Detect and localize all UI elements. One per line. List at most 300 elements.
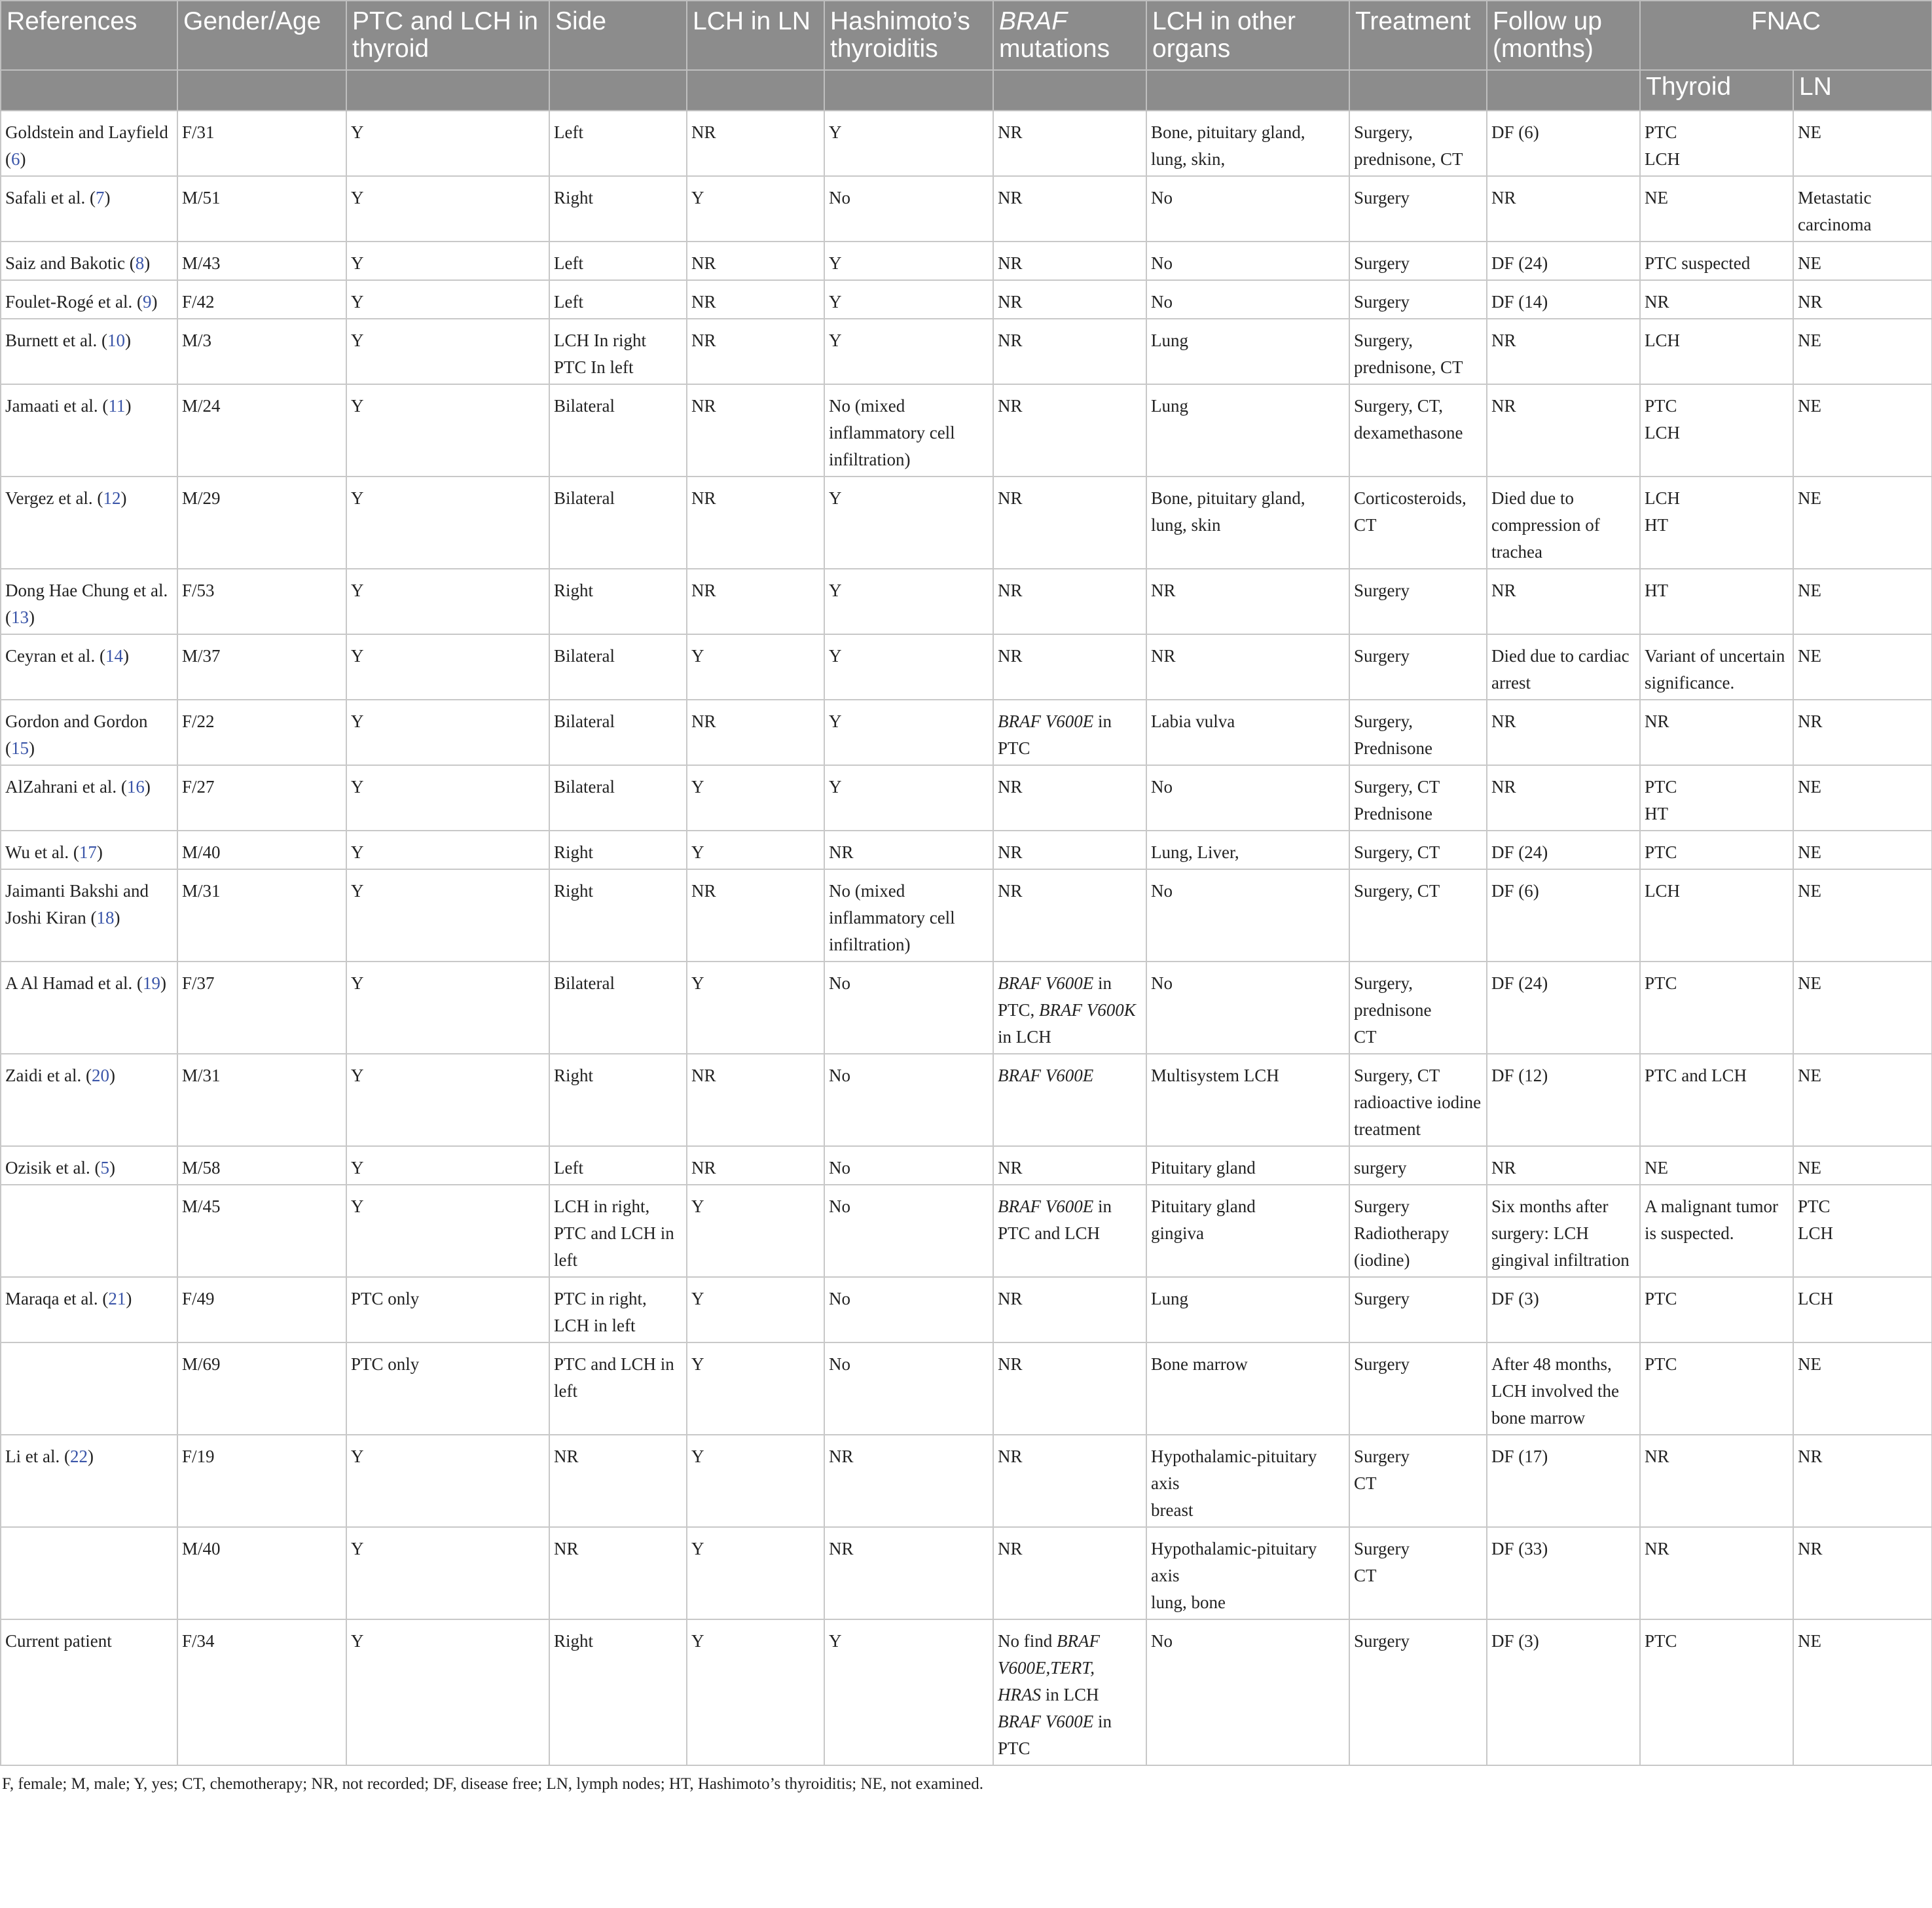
cell-braf bbox=[993, 1342, 1146, 1435]
reference-text: Ceyran et al. ( bbox=[5, 646, 105, 666]
cell-ptc-lch-thyroid bbox=[346, 280, 549, 319]
cell-follow-up bbox=[1487, 280, 1640, 319]
reference-text: Li et al. ( bbox=[5, 1447, 70, 1466]
citation-link[interactable]: 14 bbox=[105, 646, 123, 666]
cell-line: NR bbox=[1491, 1158, 1516, 1178]
cell-fnac-thyroid bbox=[1640, 1435, 1793, 1527]
cell-line: No bbox=[829, 1197, 850, 1216]
table-row bbox=[1, 1185, 1932, 1277]
cell-treatment bbox=[1349, 634, 1487, 700]
cell-lch-other-organs bbox=[1146, 1185, 1349, 1277]
cell-line: NR bbox=[998, 646, 1023, 666]
cell-lch-in-ln bbox=[687, 962, 824, 1054]
cell-line: No (mixed inflammatory cell infiltration) bbox=[829, 881, 955, 954]
table-row bbox=[1, 477, 1932, 569]
cell-line: PTC bbox=[1645, 1354, 1677, 1374]
cell-line: PTC bbox=[1645, 396, 1677, 416]
cell-line: Y bbox=[829, 488, 842, 508]
cell-line: Radiotherapy (iodine) bbox=[1354, 1223, 1449, 1270]
cell-line: Surgery bbox=[1354, 581, 1410, 600]
cell-hashimoto bbox=[824, 319, 993, 384]
cell-follow-up bbox=[1487, 1146, 1640, 1185]
cell-fnac-thyroid bbox=[1640, 242, 1793, 280]
cell-ptc-lch-thyroid bbox=[346, 1185, 549, 1277]
table-row bbox=[1, 569, 1932, 634]
cell-side bbox=[549, 869, 687, 962]
cell-follow-up bbox=[1487, 477, 1640, 569]
cell-fnac-thyroid bbox=[1640, 111, 1793, 176]
cell-line: LCH bbox=[1645, 423, 1680, 442]
cell-line: NE bbox=[1798, 973, 1821, 993]
cell-lch-in-ln bbox=[687, 1146, 824, 1185]
cell-line: No bbox=[829, 1289, 850, 1308]
table-row bbox=[1, 1619, 1932, 1765]
cell-line: NR bbox=[1151, 646, 1176, 666]
cell-line: M/3 bbox=[182, 331, 212, 350]
cell-lch-in-ln bbox=[687, 242, 824, 280]
table-row bbox=[1, 1527, 1932, 1619]
reference-text: Gordon and Gordon ( bbox=[5, 711, 148, 758]
cell-gender-age bbox=[177, 1619, 346, 1765]
cell-line: NR bbox=[998, 1354, 1023, 1374]
cell-line: NR bbox=[691, 122, 716, 142]
cell-lch-in-ln bbox=[687, 1054, 824, 1146]
cell-hashimoto bbox=[824, 700, 993, 765]
cell-fnac-thyroid bbox=[1640, 319, 1793, 384]
cell-line: DF (24) bbox=[1491, 973, 1548, 993]
reference-text: Zaidi et al. ( bbox=[5, 1066, 92, 1085]
cell-line: NR bbox=[554, 1447, 579, 1466]
cell-lch-other-organs bbox=[1146, 1619, 1349, 1765]
cell-side bbox=[549, 319, 687, 384]
cell-line: Left bbox=[554, 292, 583, 312]
cell-fnac-ln bbox=[1793, 1527, 1932, 1619]
cell-line: NR bbox=[1645, 292, 1669, 312]
cell-line: No bbox=[829, 973, 850, 993]
cell-treatment bbox=[1349, 1146, 1487, 1185]
cell-line: Surgery bbox=[1354, 1631, 1410, 1651]
reference-text: Maraqa et al. ( bbox=[5, 1289, 109, 1308]
cell-line: Surgery bbox=[1354, 1354, 1410, 1374]
cell-reference bbox=[1, 962, 177, 1054]
table-row bbox=[1, 1342, 1932, 1435]
cell-fnac-thyroid bbox=[1640, 280, 1793, 319]
cell-fnac-thyroid bbox=[1640, 1054, 1793, 1146]
cell-line: Surgery bbox=[1354, 292, 1410, 312]
citation-link[interactable]: 10 bbox=[107, 331, 125, 350]
subheader-empty bbox=[549, 70, 687, 111]
cell-line: Y bbox=[351, 292, 364, 312]
reference-text: Current patient bbox=[5, 1631, 112, 1651]
table-row bbox=[1, 280, 1932, 319]
cell-line: Bone, pituitary gland, lung, skin, bbox=[1151, 122, 1305, 169]
cell-line: Surgery, Prednisone bbox=[1354, 711, 1432, 758]
cell-hashimoto bbox=[824, 962, 993, 1054]
cell-fnac-ln bbox=[1793, 962, 1932, 1054]
table-row bbox=[1, 111, 1932, 176]
cell-line: NE bbox=[1798, 646, 1821, 666]
citation-link[interactable]: 8 bbox=[135, 253, 145, 273]
cell-gender-age bbox=[177, 319, 346, 384]
table-body bbox=[1, 111, 1932, 1765]
subheader-empty bbox=[1349, 70, 1487, 111]
header-braf-rest: mutations bbox=[999, 35, 1110, 63]
cell-line: NE bbox=[1798, 881, 1821, 901]
subheader-empty bbox=[1146, 70, 1349, 111]
cell-line: Y bbox=[351, 1631, 364, 1651]
cell-fnac-ln bbox=[1793, 1185, 1932, 1277]
cell-line: No bbox=[1151, 973, 1173, 993]
table-row bbox=[1, 242, 1932, 280]
reference-close: ) bbox=[160, 973, 166, 993]
cell-line: After 48 months, LCH involved the bone marrow bbox=[1491, 1354, 1619, 1428]
cell-reference bbox=[1, 634, 177, 700]
cell-lch-other-organs bbox=[1146, 1527, 1349, 1619]
cell-side bbox=[549, 477, 687, 569]
cell-line: Y bbox=[691, 842, 704, 862]
cell-line: PTC and LCH in left bbox=[554, 1354, 674, 1401]
cell-follow-up bbox=[1487, 962, 1640, 1054]
cell-line: A malignant tumor is suspected. bbox=[1645, 1197, 1778, 1243]
cell-braf bbox=[993, 176, 1146, 242]
cell-braf bbox=[993, 1527, 1146, 1619]
header-follow-up: Follow up (months) bbox=[1487, 1, 1640, 70]
citation-link[interactable]: 15 bbox=[11, 738, 29, 758]
cell-line: NR bbox=[1491, 188, 1516, 207]
cell-hashimoto bbox=[824, 869, 993, 962]
citation-link[interactable]: 11 bbox=[108, 396, 126, 416]
cell-lch-in-ln bbox=[687, 1527, 824, 1619]
cell-line: NE bbox=[1798, 488, 1821, 508]
cell-ptc-lch-thyroid bbox=[346, 765, 549, 831]
cell-lch-in-ln bbox=[687, 319, 824, 384]
braf-gene: BRAF V600E bbox=[998, 1066, 1094, 1085]
cell-fnac-thyroid bbox=[1640, 700, 1793, 765]
cell-line: Y bbox=[691, 188, 704, 207]
cell-follow-up bbox=[1487, 1435, 1640, 1527]
header-row bbox=[1, 1, 1932, 70]
header-braf bbox=[993, 1, 1146, 70]
cell-line: breast bbox=[1151, 1500, 1194, 1520]
cell-line: NR bbox=[1491, 581, 1516, 600]
cell-side bbox=[549, 1146, 687, 1185]
cell-ptc-lch-thyroid bbox=[346, 962, 549, 1054]
cell-line: F/37 bbox=[182, 973, 215, 993]
cell-line: Right bbox=[554, 1631, 594, 1651]
cell-fnac-ln bbox=[1793, 1342, 1932, 1435]
cell-line: DF (12) bbox=[1491, 1066, 1548, 1085]
cell-line: NR bbox=[998, 1447, 1023, 1466]
cell-line: Surgery bbox=[1354, 1447, 1410, 1466]
cell-line: LCH bbox=[1645, 149, 1680, 169]
reference-close: ) bbox=[126, 1289, 132, 1308]
cell-side bbox=[549, 242, 687, 280]
cell-line: NR bbox=[998, 122, 1023, 142]
cell-reference bbox=[1, 176, 177, 242]
cell-line: Surgery bbox=[1354, 188, 1410, 207]
citation-link[interactable]: 17 bbox=[79, 842, 97, 862]
citation-link[interactable]: 18 bbox=[96, 908, 115, 927]
cell-line: Y bbox=[829, 253, 842, 273]
cell-line: NR bbox=[691, 1066, 716, 1085]
cell-side bbox=[549, 1054, 687, 1146]
citation-link[interactable]: 21 bbox=[108, 1289, 126, 1308]
cell-hashimoto bbox=[824, 280, 993, 319]
cell-fnac-thyroid bbox=[1640, 765, 1793, 831]
citation-link[interactable]: 16 bbox=[126, 777, 145, 797]
cell-gender-age bbox=[177, 176, 346, 242]
cell-follow-up bbox=[1487, 869, 1640, 962]
cell-line: NR bbox=[998, 1289, 1023, 1308]
cell-reference bbox=[1, 1619, 177, 1765]
cell-line: CT bbox=[1354, 1566, 1377, 1585]
reference-close: ) bbox=[109, 1066, 115, 1085]
citation-link[interactable]: 13 bbox=[11, 607, 29, 627]
cell-line: M/69 bbox=[182, 1354, 221, 1374]
cell-line: Bilateral bbox=[554, 646, 615, 666]
cell-line: NE bbox=[1798, 1631, 1821, 1651]
cell-line: NR bbox=[829, 1539, 854, 1558]
cell-fnac-ln bbox=[1793, 700, 1932, 765]
cell-treatment bbox=[1349, 700, 1487, 765]
cell-fnac-thyroid bbox=[1640, 176, 1793, 242]
cell-fnac-ln bbox=[1793, 242, 1932, 280]
cell-ptc-lch-thyroid bbox=[346, 831, 549, 869]
cell-follow-up bbox=[1487, 1619, 1640, 1765]
cell-braf bbox=[993, 634, 1146, 700]
reference-text: Jamaati et al. ( bbox=[5, 396, 109, 416]
cell-line: M/31 bbox=[182, 1066, 221, 1085]
cell-reference bbox=[1, 1185, 177, 1277]
cell-treatment bbox=[1349, 242, 1487, 280]
cell-ptc-lch-thyroid bbox=[346, 634, 549, 700]
cell-treatment bbox=[1349, 280, 1487, 319]
cell-line: Lung bbox=[1151, 396, 1188, 416]
cell-hashimoto bbox=[824, 1185, 993, 1277]
cell-line: Bone marrow bbox=[1151, 1354, 1248, 1374]
cell-fnac-thyroid bbox=[1640, 384, 1793, 477]
cell-line: No bbox=[829, 1354, 850, 1374]
cell-line: Surgery, prednisone bbox=[1354, 973, 1432, 1020]
cell-line: NR bbox=[1798, 1447, 1823, 1466]
cell-lch-in-ln bbox=[687, 1277, 824, 1342]
cell-line: Y bbox=[351, 253, 364, 273]
cell-line: Surgery, CT, dexamethasone bbox=[1354, 396, 1463, 442]
cell-line: NR bbox=[1491, 711, 1516, 731]
cell-line: No bbox=[829, 188, 850, 207]
cell-line: Y bbox=[351, 1158, 364, 1178]
cell-line: Bilateral bbox=[554, 711, 615, 731]
cell-lch-other-organs bbox=[1146, 477, 1349, 569]
cell-ptc-lch-thyroid bbox=[346, 176, 549, 242]
reference-text: Foulet-Rogé et al. ( bbox=[5, 292, 143, 312]
cell-gender-age bbox=[177, 869, 346, 962]
cell-line: F/27 bbox=[182, 777, 215, 797]
cell-treatment bbox=[1349, 1277, 1487, 1342]
subheader-empty bbox=[346, 70, 549, 111]
cell-lch-other-organs bbox=[1146, 1435, 1349, 1527]
cell-line: No bbox=[1151, 188, 1173, 207]
cell-line: Y bbox=[351, 1066, 364, 1085]
cell-treatment bbox=[1349, 831, 1487, 869]
header-treatment: Treatment bbox=[1349, 1, 1487, 70]
subheader-empty bbox=[993, 70, 1146, 111]
cell-line: M/43 bbox=[182, 253, 221, 273]
cell-line: NR bbox=[998, 777, 1023, 797]
cell-line: NR bbox=[998, 253, 1023, 273]
cell-line: NE bbox=[1798, 122, 1821, 142]
table-row bbox=[1, 176, 1932, 242]
cell-ptc-lch-thyroid bbox=[346, 1527, 549, 1619]
cell-line: Right bbox=[554, 1066, 594, 1085]
reference-text: Jaimanti Bakshi and Joshi Kiran ( bbox=[5, 881, 149, 927]
cell-gender-age bbox=[177, 1342, 346, 1435]
cell-line: Died due to cardiac arrest bbox=[1491, 646, 1630, 693]
cell-hashimoto bbox=[824, 111, 993, 176]
cell-line: NE bbox=[1645, 1158, 1668, 1178]
cell-treatment bbox=[1349, 1054, 1487, 1146]
cell-braf bbox=[993, 1619, 1146, 1765]
cell-line: PTC bbox=[1645, 1289, 1677, 1308]
cell-lch-in-ln bbox=[687, 176, 824, 242]
cell-line: Lung bbox=[1151, 1289, 1188, 1308]
cell-line: F/31 bbox=[182, 122, 215, 142]
subheader-empty bbox=[1, 70, 177, 111]
cell-line: Surgery bbox=[1354, 1289, 1410, 1308]
cell-line: Y bbox=[829, 646, 842, 666]
cell-line: Pituitary gland bbox=[1151, 1158, 1256, 1178]
cell-reference bbox=[1, 869, 177, 962]
reference-close: ) bbox=[124, 331, 131, 350]
cell-treatment bbox=[1349, 1619, 1487, 1765]
reference-close: ) bbox=[87, 1447, 94, 1466]
reference-close: ) bbox=[144, 253, 151, 273]
braf-gene: BRAF V600E bbox=[998, 1197, 1094, 1216]
cell-fnac-thyroid bbox=[1640, 869, 1793, 962]
cell-lch-other-organs bbox=[1146, 869, 1349, 962]
cell-lch-other-organs bbox=[1146, 384, 1349, 477]
cell-braf bbox=[993, 319, 1146, 384]
cell-fnac-ln bbox=[1793, 1054, 1932, 1146]
cell-line: NR bbox=[1798, 292, 1823, 312]
cell-line: Y bbox=[351, 711, 364, 731]
cell-lch-in-ln bbox=[687, 869, 824, 962]
citation-link[interactable]: 9 bbox=[142, 292, 152, 312]
cell-side bbox=[549, 634, 687, 700]
cell-line: NE bbox=[1798, 581, 1821, 600]
braf-text: in PTC bbox=[998, 1712, 1112, 1758]
subheader-empty bbox=[177, 70, 346, 111]
citation-link[interactable]: 6 bbox=[11, 149, 20, 169]
cell-line: Six months after surgery: LCH gingival infiltration bbox=[1491, 1197, 1630, 1270]
cell-reference bbox=[1, 280, 177, 319]
cell-line: M/29 bbox=[182, 488, 221, 508]
cell-line: Right bbox=[554, 842, 594, 862]
cell-ptc-lch-thyroid bbox=[346, 1277, 549, 1342]
cell-line: PTC bbox=[1645, 777, 1677, 797]
cell-line: Y bbox=[829, 581, 842, 600]
header-side: Side bbox=[549, 1, 687, 70]
cell-side bbox=[549, 280, 687, 319]
cell-line: M/37 bbox=[182, 646, 221, 666]
cell-reference bbox=[1, 569, 177, 634]
cell-side bbox=[549, 831, 687, 869]
cell-line: Y bbox=[351, 842, 364, 862]
table-row bbox=[1, 384, 1932, 477]
cell-hashimoto bbox=[824, 176, 993, 242]
cell-line: Y bbox=[351, 1539, 364, 1558]
cell-line: Bone, pituitary gland, lung, skin bbox=[1151, 488, 1305, 535]
header-fnac-ln: LN bbox=[1793, 70, 1932, 111]
cell-line: Surgery bbox=[1354, 1197, 1410, 1216]
cell-line: NR bbox=[691, 881, 716, 901]
cell-treatment bbox=[1349, 962, 1487, 1054]
cell-line: NE bbox=[1798, 253, 1821, 273]
cell-side bbox=[549, 569, 687, 634]
citation-link[interactable]: 22 bbox=[69, 1447, 88, 1466]
cell-line: NE bbox=[1798, 1158, 1821, 1178]
citation-link[interactable]: 12 bbox=[103, 488, 121, 508]
cell-side bbox=[549, 962, 687, 1054]
cell-fnac-ln bbox=[1793, 111, 1932, 176]
cell-reference bbox=[1, 831, 177, 869]
citation-link[interactable]: 7 bbox=[95, 188, 105, 207]
cell-line: NR bbox=[1491, 396, 1516, 416]
cell-fnac-thyroid bbox=[1640, 1146, 1793, 1185]
reference-text: Wu et al. ( bbox=[5, 842, 79, 862]
header-gender-age: Gender/Age bbox=[177, 1, 346, 70]
cell-line: Left bbox=[554, 253, 583, 273]
cell-line: NR bbox=[691, 292, 716, 312]
cell-braf bbox=[993, 962, 1146, 1054]
cell-fnac-ln bbox=[1793, 831, 1932, 869]
citation-link[interactable]: 20 bbox=[91, 1066, 109, 1085]
citation-link[interactable]: 19 bbox=[142, 973, 160, 993]
cell-ptc-lch-thyroid bbox=[346, 1619, 549, 1765]
cell-line: M/40 bbox=[182, 1539, 221, 1558]
cell-fnac-thyroid bbox=[1640, 831, 1793, 869]
cell-lch-other-organs bbox=[1146, 280, 1349, 319]
braf-gene: BRAF V600E bbox=[998, 973, 1094, 993]
cell-side bbox=[549, 1185, 687, 1277]
cell-line: LCH bbox=[1645, 331, 1680, 350]
cell-line: NR bbox=[998, 488, 1023, 508]
reference-text: Burnett et al. ( bbox=[5, 331, 107, 350]
cell-line: Y bbox=[691, 1289, 704, 1308]
cell-side bbox=[549, 765, 687, 831]
cell-follow-up bbox=[1487, 384, 1640, 477]
citation-link[interactable]: 5 bbox=[100, 1158, 109, 1178]
cell-lch-other-organs bbox=[1146, 1342, 1349, 1435]
cell-line: Corticosteroids, CT bbox=[1354, 488, 1467, 535]
cell-fnac-ln bbox=[1793, 176, 1932, 242]
cell-line: DF (3) bbox=[1491, 1631, 1539, 1651]
cell-line: M/24 bbox=[182, 396, 221, 416]
cell-line: Y bbox=[351, 1197, 364, 1216]
reference-text: Vergez et al. ( bbox=[5, 488, 103, 508]
cell-fnac-ln bbox=[1793, 569, 1932, 634]
braf-gene: BRAF V600E bbox=[998, 1712, 1094, 1731]
cell-gender-age bbox=[177, 962, 346, 1054]
cell-ptc-lch-thyroid bbox=[346, 111, 549, 176]
cell-line: NR bbox=[554, 1539, 579, 1558]
cell-line: Surgery, CT bbox=[1354, 777, 1440, 797]
cell-lch-other-organs bbox=[1146, 319, 1349, 384]
cell-line: Hypothalamic-pituitary axis bbox=[1151, 1447, 1317, 1493]
cell-follow-up bbox=[1487, 1054, 1640, 1146]
cell-side bbox=[549, 1527, 687, 1619]
cell-line: Variant of uncertain significance. bbox=[1645, 646, 1785, 693]
